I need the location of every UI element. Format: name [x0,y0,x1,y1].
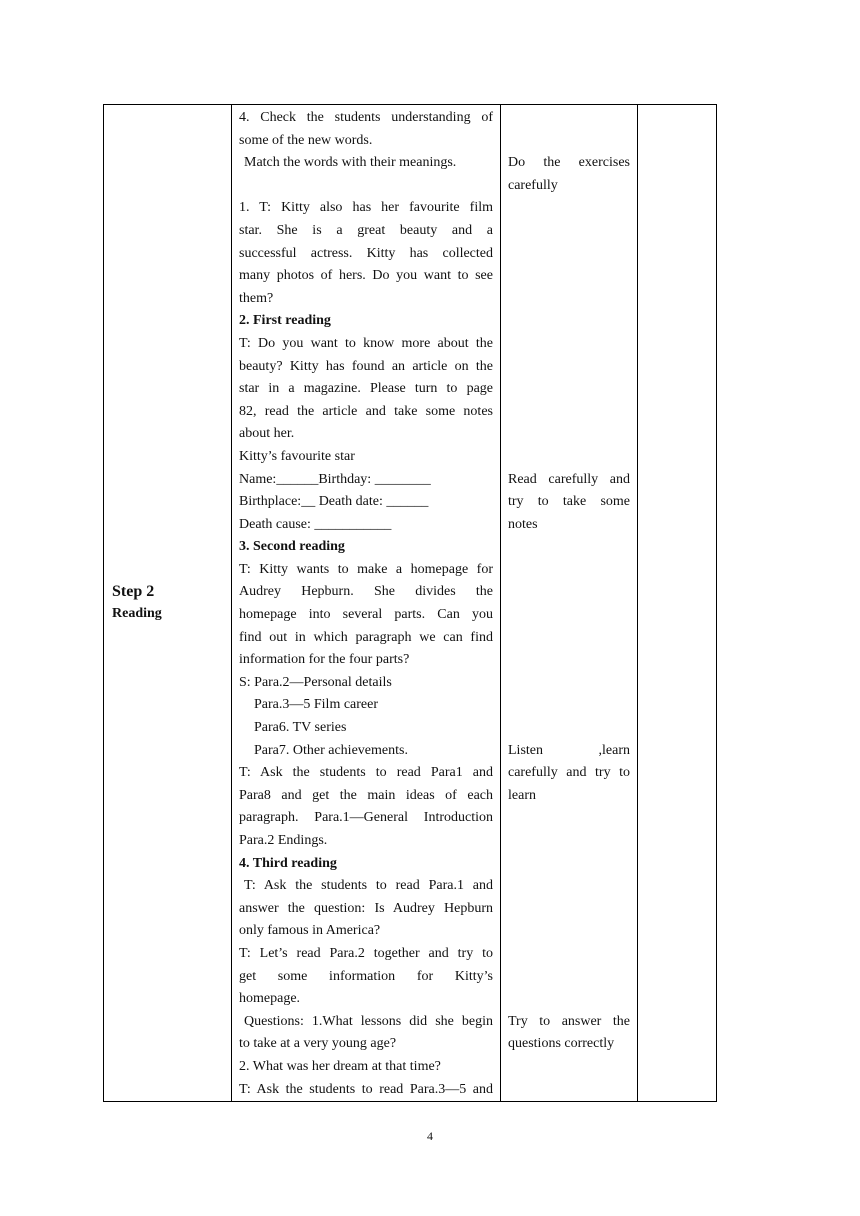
text-line: 2. What was her dream at that time? [239,1058,441,1074]
text-line: some of the new words. [239,132,373,148]
teacher-activity-text [239,107,493,1101]
activity-line [508,672,630,695]
student-activity-cell [501,105,638,1102]
activity-line [508,920,630,943]
text-line: 4. Third reading [239,855,337,871]
activity-line: Try to answer the [508,1013,630,1029]
activity-line: Read carefully and [508,471,630,487]
text-line: 82, read the article and take some notes [239,403,493,419]
activity-line [508,265,630,288]
activity-line [508,966,630,989]
activity-line [508,830,630,853]
activity-line [508,988,630,1011]
text-line: T: Ask the students to read Para.3—5 and [239,1081,493,1097]
text-line: Birthplace:__ Death date: ______ [239,494,429,510]
text-line: Audrey Hepburn. She divides the [239,584,493,600]
activity-line [508,536,630,559]
text-line: to take at a very young age? [239,1036,397,1052]
teacher-activity-cell [232,105,501,1102]
activity-line [508,310,630,333]
activity-line: Do the exercises [508,155,630,171]
text-line: Para.3—5 Film career [254,697,379,713]
activity-line [508,694,630,717]
text-line: about her. [239,426,295,442]
activity-line [508,401,630,424]
activity-line: try to take some [508,494,630,510]
text-line: many photos of hers. Do you want to see [239,268,493,284]
text-line: paragraph. Para.1—General Introduction [239,810,493,826]
activity-line [508,423,630,446]
text-line: only famous in America? [239,923,381,939]
activity-line [508,333,630,356]
notes-cell [638,105,717,1102]
text-line [239,175,493,198]
text-line: Match the words with their meanings. [244,155,457,171]
activity-line [508,581,630,604]
text-line: T: Ask the students to read Para.1 and [244,878,493,894]
activity-line [508,107,630,130]
table-row [104,105,717,1102]
text-line: T: Do you want to know more about the [239,335,493,351]
activity-line [508,717,630,740]
activity-line [508,604,630,627]
activity-line: learn [508,787,536,803]
activity-line: carefully and try to [508,765,630,781]
activity-line [508,853,630,876]
activity-line [508,220,630,243]
activity-line [508,356,630,379]
activity-line [508,649,630,672]
text-line: 1. T: Kitty also has her favourite film [239,200,493,216]
text-line: T: Ask the students to read Para1 and [239,765,493,781]
text-line: Para.2 Endings. [239,833,328,848]
activity-line: carefully [508,177,558,193]
text-line: get some information for Kitty’s [239,968,493,984]
activity-line [508,446,630,469]
text-line: Name:______Birthday: ________ [239,471,431,487]
text-line: star. She is a great beauty and a [239,222,493,238]
activity-line [508,627,630,650]
step-cell [104,105,232,1102]
activity-line [508,197,630,220]
text-line: homepage into several parts. Can you [239,607,493,623]
text-line: information for the four parts? [239,652,410,668]
text-line: answer the question: Is Audrey Hepburn [239,900,493,916]
page-number: 4 [427,1129,433,1143]
activity-line: questions correctly [508,1036,615,1052]
activity-line [508,559,630,582]
text-line: star in a magazine. Please turn to page [239,381,493,397]
text-line: Para8 and get the main ideas of each [239,787,493,803]
activity-line [508,898,630,921]
text-line: find out in which paragraph we can find [239,629,493,645]
activity-line [508,130,630,153]
activity-line: notes [508,516,538,532]
text-line: T: Kitty wants to make a homepage for [239,561,493,577]
activity-line [508,875,630,898]
student-activity-text [508,107,630,1056]
text-line: 3. Second reading [239,539,345,555]
text-line: Para6. TV series [254,720,347,736]
text-line: T: Let’s read Para.2 together and try to [239,945,493,961]
text-line: S: Para.2—Personal details [239,674,392,690]
text-line: them? [239,290,274,306]
step-title: Step 2 [112,583,155,601]
activity-line [508,288,630,311]
text-line: successful actress. Kitty has collected [239,245,493,261]
text-line: Para7. Other achievements. [254,742,408,758]
text-line: 2. First reading [239,313,331,329]
text-line: beauty? Kitty has found an article on the [239,358,493,374]
activity-line [508,807,630,830]
step-subtitle: Reading [112,606,162,622]
text-line: Kitty’s favourite star [239,448,355,464]
activity-line [508,378,630,401]
text-line: Death cause: ___________ [239,516,392,532]
text-line: Questions: 1.What lessons did she begin [244,1013,493,1029]
activity-line: Listen ,learn [508,742,630,758]
activity-line [508,943,630,966]
lesson-plan-table [103,104,717,1102]
activity-line [508,243,630,266]
text-line: homepage. [239,991,301,1007]
text-line: 4. Check the students understanding of [239,110,493,125]
